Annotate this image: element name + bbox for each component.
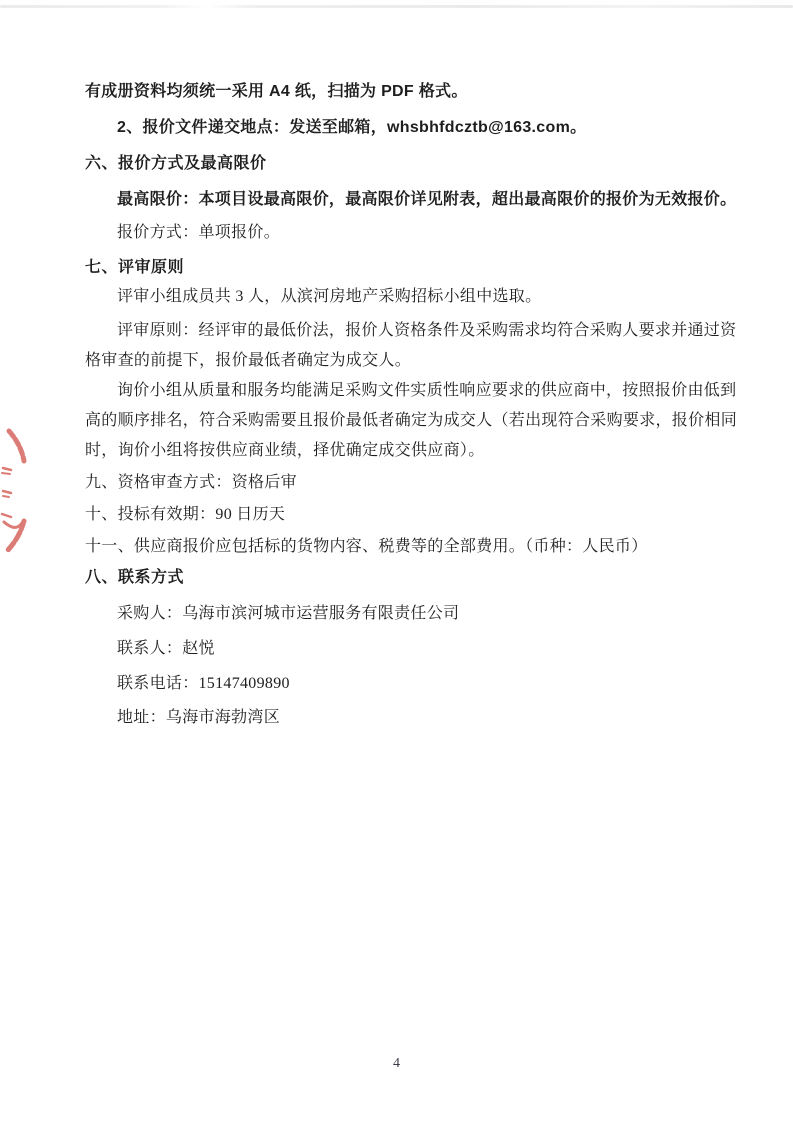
para-quotation-method: 报价方式：单项报价。 [117, 224, 281, 241]
para-purchaser: 采购人：乌海市滨河城市运营服务有限责任公司 [117, 605, 460, 622]
para-max-price-limit: 最高限价：本项目设最高限价，最高限价详见附表，超出最高限价的报价为无效报价。 [117, 191, 737, 208]
item-10-bid-validity: 十、投标有效期：90 日历天 [85, 506, 286, 523]
item-11-price-includes: 十一、供应商报价应包括标的货物内容、税费等的全部费用。（币种：人民币） [85, 538, 648, 555]
para-contact-person: 联系人：赵悦 [117, 640, 215, 657]
heading-6-quotation-method: 六、报价方式及最高限价 [85, 155, 267, 172]
heading-7-review-principles: 七、评审原则 [85, 259, 185, 276]
para-inquiry-group-line3: 时，询价小组将按供应商业绩，择优确定成交供应商）。 [85, 442, 485, 459]
para-review-principle-line1: 评审原则：经评审的最低价法，报价人资格条件及采购需求均符合采购人要求并通过资 [117, 322, 737, 339]
para-inquiry-group-line2: 高的顺序排名，符合采购需要且报价最低者确定为成交人（若出现符合采购要求，报价相同 [85, 412, 738, 429]
page-number: 4 [393, 1056, 400, 1071]
para-address: 地址：乌海市海勃湾区 [117, 709, 281, 726]
para-review-team: 评审小组成员共 3 人，从滨河房地产采购招标小组中选取。 [117, 288, 542, 305]
scan-edge-artifact [0, 5, 793, 8]
para-inquiry-group-line1: 询价小组从质量和服务均能满足采购文件实质性响应要求的供应商中，按照报价由低到 [117, 382, 737, 399]
item-9-qualification-review: 九、资格审查方式：资格后审 [85, 474, 297, 491]
heading-8-contact-info: 八、联系方式 [85, 569, 185, 586]
para-a4-pdf-note: 有成册资料均须统一采用 A4 纸，扫描为 PDF 格式。 [85, 83, 468, 100]
para-review-principle-line2: 格审查的前提下，报价最低者确定为成交人。 [85, 352, 412, 369]
para-contact-phone: 联系电话：15147409890 [117, 675, 290, 692]
red-seal-stamp-icon [0, 428, 30, 553]
item-2-delivery-address: 2、报价文件递交地点：发送至邮箱，whsbhfdcztb@163.com。 [117, 119, 587, 136]
